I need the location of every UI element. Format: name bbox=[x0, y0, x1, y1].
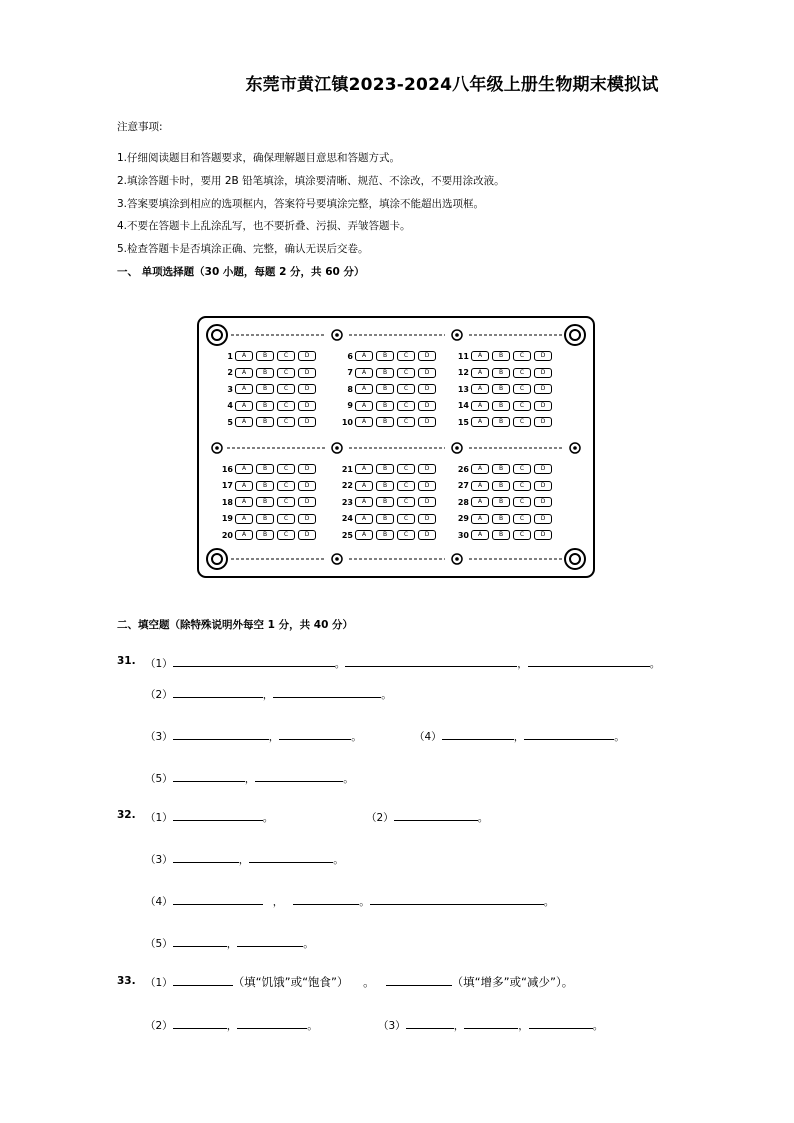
option-bubble-c[interactable]: C bbox=[397, 401, 415, 411]
option-bubble-c[interactable]: C bbox=[277, 530, 295, 540]
question-number: 29 bbox=[457, 514, 469, 523]
question-number: 19 bbox=[221, 514, 233, 523]
answer-row-28 bbox=[449, 496, 555, 508]
option-bubble-c[interactable]: C bbox=[277, 481, 295, 491]
question-number: 20 bbox=[221, 530, 233, 540]
answer-row-7 bbox=[333, 367, 439, 379]
answer-row-15 bbox=[449, 416, 555, 428]
q31-blank-3[interactable] bbox=[528, 655, 650, 667]
option-bubble-d[interactable]: D bbox=[298, 351, 316, 361]
option-bubble-a[interactable]: A bbox=[235, 384, 253, 394]
corner-marker-icon bbox=[207, 549, 227, 569]
corner-marker-icon bbox=[565, 549, 585, 569]
q32-line-3: （3） ， 。 bbox=[145, 851, 344, 867]
option-bubble-d[interactable]: D bbox=[298, 514, 316, 524]
option-bubble-d[interactable]: D bbox=[418, 464, 436, 474]
option-bubble-d[interactable]: D bbox=[418, 481, 436, 491]
q32-line-5: （5） ， 。 bbox=[145, 935, 314, 951]
q32-blank-7[interactable] bbox=[370, 893, 544, 905]
section-1-heading: 一、 单项选择题（30 小题，每题 2 分，共 60 分） bbox=[117, 266, 365, 278]
option-bubble-b[interactable]: B bbox=[256, 351, 274, 361]
answer-row-3 bbox=[213, 383, 319, 395]
answer-card bbox=[197, 316, 595, 578]
option-bubble-a[interactable]: A bbox=[355, 368, 373, 378]
question-number: 28 bbox=[457, 497, 469, 507]
q33-line-2: （2） ， 。 bbox=[145, 1017, 318, 1033]
option-bubble-a[interactable]: A bbox=[471, 384, 489, 394]
notice-item-3: 3.答案要填涂到相应的选项框内，答案符号要填涂完整，填涂不能超出选项框。 bbox=[117, 198, 485, 210]
option-bubble-d[interactable]: D bbox=[534, 497, 552, 507]
option-bubble-d[interactable]: D bbox=[534, 481, 552, 491]
q33-blank-1[interactable] bbox=[173, 974, 233, 986]
answer-row-29 bbox=[449, 513, 555, 525]
answer-row-2 bbox=[213, 367, 319, 379]
option-bubble-b[interactable]: B bbox=[256, 417, 274, 427]
option-bubble-c[interactable]: C bbox=[513, 497, 531, 507]
option-bubble-c[interactable]: C bbox=[397, 417, 415, 427]
q31-part-1-label: （1） bbox=[145, 658, 173, 670]
q33-hint-2: （填“增多”或“减少”） bbox=[451, 975, 562, 989]
question-number: 4 bbox=[227, 401, 233, 410]
question-number: 27 bbox=[457, 481, 469, 490]
corner-marker-inner-icon bbox=[570, 554, 580, 564]
q31-part-5-label: （5） bbox=[145, 773, 173, 785]
question-number: 22 bbox=[341, 481, 353, 490]
option-bubble-d[interactable]: D bbox=[534, 351, 552, 361]
option-bubble-c[interactable]: C bbox=[277, 514, 295, 524]
option-bubble-b[interactable]: B bbox=[376, 481, 394, 491]
option-bubble-a[interactable]: A bbox=[235, 530, 253, 540]
answer-row-9 bbox=[333, 400, 439, 412]
option-bubble-c[interactable]: C bbox=[397, 530, 415, 540]
question-number: 1 bbox=[227, 351, 233, 361]
question-number: 3 bbox=[227, 384, 233, 394]
option-bubble-c[interactable]: C bbox=[513, 384, 531, 394]
answer-row-17 bbox=[213, 480, 319, 492]
q31-blank-1[interactable] bbox=[173, 655, 335, 667]
q31-blank-4[interactable] bbox=[173, 686, 263, 698]
q32-blank-9[interactable] bbox=[237, 935, 303, 947]
option-bubble-a[interactable]: A bbox=[355, 497, 373, 507]
option-bubble-c[interactable]: C bbox=[277, 464, 295, 474]
q32-line-4: （4） ， 。 。 bbox=[145, 893, 554, 909]
option-bubble-d[interactable]: D bbox=[418, 497, 436, 507]
option-bubble-b[interactable]: B bbox=[256, 481, 274, 491]
answer-row-27 bbox=[449, 480, 555, 492]
question-number: 13 bbox=[457, 384, 469, 394]
q31-line-3: （3） ， 。 bbox=[145, 728, 362, 744]
option-bubble-d[interactable]: D bbox=[298, 401, 316, 411]
answer-row-4 bbox=[213, 400, 319, 412]
option-bubble-c[interactable]: C bbox=[277, 417, 295, 427]
option-bubble-a[interactable]: A bbox=[355, 530, 373, 540]
option-bubble-b[interactable]: B bbox=[492, 351, 510, 361]
question-number: 6 bbox=[347, 351, 353, 361]
option-bubble-d[interactable]: D bbox=[534, 530, 552, 540]
q32-part-2-label: （2） bbox=[366, 812, 394, 824]
q31-blank-8[interactable] bbox=[442, 728, 514, 740]
corner-marker-inner-icon bbox=[570, 330, 580, 340]
answer-row-8 bbox=[333, 383, 439, 395]
option-bubble-b[interactable]: B bbox=[256, 401, 274, 411]
question-number: 8 bbox=[347, 384, 353, 394]
option-bubble-c[interactable]: C bbox=[513, 514, 531, 524]
option-bubble-d[interactable]: D bbox=[298, 481, 316, 491]
option-bubble-b[interactable]: B bbox=[492, 401, 510, 411]
option-bubble-b[interactable]: B bbox=[376, 417, 394, 427]
answer-row-16 bbox=[213, 463, 319, 475]
q31-line-2: （2） ， 。 bbox=[145, 686, 392, 702]
q31-part-4-label: （4） bbox=[414, 731, 442, 743]
option-bubble-d[interactable]: D bbox=[534, 417, 552, 427]
option-bubble-a[interactable]: A bbox=[471, 351, 489, 361]
q33-blank-3[interactable] bbox=[173, 1017, 227, 1029]
option-bubble-d[interactable]: D bbox=[298, 417, 316, 427]
q31-blank-2[interactable] bbox=[345, 655, 517, 667]
option-bubble-a[interactable]: A bbox=[355, 464, 373, 474]
section-2-heading: 二、填空题（除特殊说明外每空 1 分，共 40 分） bbox=[117, 619, 354, 631]
option-bubble-a[interactable]: A bbox=[235, 417, 253, 427]
option-bubble-a[interactable]: A bbox=[355, 384, 373, 394]
option-bubble-b[interactable]: B bbox=[256, 384, 274, 394]
answer-row-12 bbox=[449, 367, 555, 379]
option-bubble-b[interactable]: B bbox=[256, 514, 274, 524]
option-bubble-b[interactable]: B bbox=[376, 530, 394, 540]
option-bubble-d[interactable]: D bbox=[418, 351, 436, 361]
option-bubble-c[interactable]: C bbox=[513, 351, 531, 361]
question-number: 24 bbox=[341, 514, 353, 523]
option-bubble-d[interactable]: D bbox=[534, 368, 552, 378]
q31-line-1: （1） 。 ， 。 bbox=[145, 655, 660, 671]
answer-row-19 bbox=[213, 513, 319, 525]
option-bubble-a[interactable]: A bbox=[235, 481, 253, 491]
question-number: 14 bbox=[457, 401, 469, 410]
q33-part-2-label: （2） bbox=[145, 1020, 173, 1032]
q31-blank-11[interactable] bbox=[255, 770, 343, 782]
option-bubble-b[interactable]: B bbox=[492, 497, 510, 507]
corner-marker-inner-icon bbox=[212, 554, 222, 564]
q31-blank-10[interactable] bbox=[173, 770, 245, 782]
question-number: 12 bbox=[457, 368, 469, 377]
answer-row-6 bbox=[333, 350, 439, 362]
q32-part-1-label: （1） bbox=[145, 812, 173, 824]
option-bubble-a[interactable]: A bbox=[471, 464, 489, 474]
q32-blank-5[interactable] bbox=[173, 893, 263, 905]
option-bubble-b[interactable]: B bbox=[492, 481, 510, 491]
answer-row-30 bbox=[449, 529, 555, 541]
q31-blank-6[interactable] bbox=[173, 728, 269, 740]
option-bubble-b[interactable]: B bbox=[376, 497, 394, 507]
option-bubble-b[interactable]: B bbox=[492, 514, 510, 524]
q33-hint-1: （填“饥饿”或“饱食”） bbox=[232, 975, 349, 989]
corner-marker-icon bbox=[207, 325, 227, 345]
option-bubble-c[interactable]: C bbox=[513, 464, 531, 474]
q32-part-5-label: （5） bbox=[145, 938, 173, 950]
option-bubble-b[interactable]: B bbox=[492, 530, 510, 540]
q32-part-4-label: （4） bbox=[145, 896, 173, 908]
question-number: 5 bbox=[227, 417, 233, 427]
option-bubble-a[interactable]: A bbox=[471, 368, 489, 378]
answer-row-25 bbox=[333, 529, 439, 541]
option-bubble-c[interactable]: C bbox=[513, 417, 531, 427]
option-bubble-c[interactable]: C bbox=[277, 384, 295, 394]
answer-row-21 bbox=[333, 463, 439, 475]
option-bubble-a[interactable]: A bbox=[355, 417, 373, 427]
q31-blank-9[interactable] bbox=[524, 728, 614, 740]
option-bubble-b[interactable]: B bbox=[376, 368, 394, 378]
q32-blank-3[interactable] bbox=[173, 851, 239, 863]
option-bubble-d[interactable]: D bbox=[418, 514, 436, 524]
option-bubble-a[interactable]: A bbox=[471, 401, 489, 411]
option-bubble-b[interactable]: B bbox=[376, 464, 394, 474]
option-bubble-b[interactable]: B bbox=[256, 530, 274, 540]
question-number: 25 bbox=[341, 530, 353, 540]
q32-blank-4[interactable] bbox=[249, 851, 333, 863]
question-number: 16 bbox=[221, 464, 233, 474]
notice-item-4: 4.不要在答题卡上乱涂乱写，也不要折叠、污损、弄皱答题卡。 bbox=[117, 220, 411, 232]
option-bubble-b[interactable]: B bbox=[492, 417, 510, 427]
option-bubble-b[interactable]: B bbox=[492, 384, 510, 394]
option-bubble-d[interactable]: D bbox=[418, 368, 436, 378]
option-bubble-c[interactable]: C bbox=[277, 401, 295, 411]
question-number: 10 bbox=[341, 417, 353, 427]
answer-row-1 bbox=[213, 350, 319, 362]
option-bubble-c[interactable]: C bbox=[397, 481, 415, 491]
q32-blank-8[interactable] bbox=[173, 935, 227, 947]
question-number: 9 bbox=[347, 401, 353, 410]
option-bubble-c[interactable]: C bbox=[513, 401, 531, 411]
answer-row-26 bbox=[449, 463, 555, 475]
q33-blank-6[interactable] bbox=[464, 1017, 518, 1029]
option-bubble-a[interactable]: A bbox=[471, 497, 489, 507]
q31-line-4: （4） ， 。 bbox=[414, 728, 625, 744]
q32-line-2: （2） 。 bbox=[366, 809, 488, 825]
option-bubble-d[interactable]: D bbox=[298, 497, 316, 507]
option-bubble-d[interactable]: D bbox=[298, 530, 316, 540]
option-bubble-c[interactable]: C bbox=[397, 351, 415, 361]
option-bubble-a[interactable]: A bbox=[235, 514, 253, 524]
document-title: 东莞市黄江镇2023-2024八年级上册生物期末模拟试 bbox=[245, 75, 659, 95]
option-bubble-b[interactable]: B bbox=[256, 464, 274, 474]
option-bubble-a[interactable]: A bbox=[235, 401, 253, 411]
question-number: 30 bbox=[457, 530, 469, 540]
option-bubble-b[interactable]: B bbox=[376, 514, 394, 524]
option-bubble-a[interactable]: A bbox=[355, 351, 373, 361]
notice-item-2: 2.填涂答题卡时，要用 2B 铅笔填涂，填涂要清晰、规范、不涂改，不要用涂改液。 bbox=[117, 175, 505, 187]
option-bubble-c[interactable]: C bbox=[513, 530, 531, 540]
option-bubble-c[interactable]: C bbox=[277, 368, 295, 378]
question-number: 21 bbox=[341, 464, 353, 474]
q31-line-5: （5） ， 。 bbox=[145, 770, 354, 786]
option-bubble-b[interactable]: B bbox=[376, 384, 394, 394]
answer-row-5 bbox=[213, 416, 319, 428]
notice-item-1: 1.仔细阅读题目和答题要求，确保理解题目意思和答题方式。 bbox=[117, 152, 401, 164]
question-31-number: 31. bbox=[117, 655, 136, 667]
option-bubble-d[interactable]: D bbox=[418, 417, 436, 427]
option-bubble-a[interactable]: A bbox=[355, 481, 373, 491]
option-bubble-a[interactable]: A bbox=[471, 417, 489, 427]
answer-row-11 bbox=[449, 350, 555, 362]
q33-line-3: （3） ， ， 。 bbox=[378, 1017, 603, 1033]
option-bubble-d[interactable]: D bbox=[418, 530, 436, 540]
option-bubble-c[interactable]: C bbox=[397, 464, 415, 474]
option-bubble-b[interactable]: B bbox=[376, 401, 394, 411]
q33-blank-5[interactable] bbox=[406, 1017, 454, 1029]
q31-blank-7[interactable] bbox=[279, 728, 351, 740]
option-bubble-d[interactable]: D bbox=[298, 464, 316, 474]
option-bubble-b[interactable]: B bbox=[492, 464, 510, 474]
option-bubble-c[interactable]: C bbox=[397, 368, 415, 378]
option-bubble-c[interactable]: C bbox=[277, 351, 295, 361]
option-bubble-a[interactable]: A bbox=[355, 401, 373, 411]
option-bubble-d[interactable]: D bbox=[534, 401, 552, 411]
option-bubble-b[interactable]: B bbox=[492, 368, 510, 378]
question-number: 2 bbox=[227, 368, 233, 377]
answer-row-22 bbox=[333, 480, 439, 492]
option-bubble-b[interactable]: B bbox=[256, 368, 274, 378]
option-bubble-b[interactable]: B bbox=[256, 497, 274, 507]
q33-line-1: （1） （填“饥饿”或“饱食”） 。 （填“增多”或“减少”）。 bbox=[145, 975, 574, 989]
option-bubble-c[interactable]: C bbox=[513, 481, 531, 491]
q33-part-3-label: （3） bbox=[378, 1020, 406, 1032]
question-33-number: 33. bbox=[117, 975, 136, 987]
option-bubble-c[interactable]: C bbox=[397, 384, 415, 394]
option-bubble-c[interactable]: C bbox=[513, 368, 531, 378]
question-number: 15 bbox=[457, 417, 469, 427]
q32-blank-1[interactable] bbox=[173, 809, 263, 821]
option-bubble-d[interactable]: D bbox=[534, 514, 552, 524]
question-number: 11 bbox=[457, 351, 469, 361]
answer-row-24 bbox=[333, 513, 439, 525]
answer-row-18 bbox=[213, 496, 319, 508]
option-bubble-d[interactable]: D bbox=[418, 401, 436, 411]
option-bubble-a[interactable]: A bbox=[235, 464, 253, 474]
option-bubble-d[interactable]: D bbox=[298, 384, 316, 394]
answer-row-14 bbox=[449, 400, 555, 412]
option-bubble-d[interactable]: D bbox=[534, 464, 552, 474]
corner-marker-icon bbox=[565, 325, 585, 345]
q32-blank-2[interactable] bbox=[394, 809, 478, 821]
q33-blank-7[interactable] bbox=[529, 1017, 593, 1029]
option-bubble-a[interactable]: A bbox=[235, 368, 253, 378]
question-number: 17 bbox=[221, 481, 233, 490]
q33-blank-2[interactable] bbox=[386, 974, 452, 986]
q31-part-2-label: （2） bbox=[145, 689, 173, 701]
question-number: 26 bbox=[457, 464, 469, 474]
option-bubble-a[interactable]: A bbox=[471, 530, 489, 540]
answer-row-20 bbox=[213, 529, 319, 541]
option-bubble-d[interactable]: D bbox=[534, 384, 552, 394]
option-bubble-d[interactable]: D bbox=[418, 384, 436, 394]
q32-part-3-label: （3） bbox=[145, 854, 173, 866]
option-bubble-c[interactable]: C bbox=[397, 497, 415, 507]
option-bubble-d[interactable]: D bbox=[298, 368, 316, 378]
q33-part-1-label: （1） bbox=[145, 977, 173, 989]
q32-blank-6[interactable] bbox=[293, 893, 359, 905]
notice-heading: 注意事项: bbox=[117, 121, 163, 133]
answer-row-23 bbox=[333, 496, 439, 508]
corner-marker-inner-icon bbox=[212, 330, 222, 340]
question-number: 7 bbox=[347, 368, 353, 377]
question-number: 18 bbox=[221, 497, 233, 507]
question-32-number: 32. bbox=[117, 809, 136, 821]
option-bubble-a[interactable]: A bbox=[235, 351, 253, 361]
option-bubble-b[interactable]: B bbox=[376, 351, 394, 361]
q31-blank-5[interactable] bbox=[273, 686, 381, 698]
option-bubble-c[interactable]: C bbox=[397, 514, 415, 524]
q32-line-1: （1） 。 bbox=[145, 809, 273, 825]
answer-row-10 bbox=[333, 416, 439, 428]
notice-item-5: 5.检查答题卡是否填涂正确、完整，确认无误后交卷。 bbox=[117, 243, 369, 255]
question-number: 23 bbox=[341, 497, 353, 507]
option-bubble-c[interactable]: C bbox=[277, 497, 295, 507]
option-bubble-a[interactable]: A bbox=[355, 514, 373, 524]
q31-part-3-label: （3） bbox=[145, 731, 173, 743]
q33-blank-4[interactable] bbox=[237, 1017, 307, 1029]
option-bubble-a[interactable]: A bbox=[471, 481, 489, 491]
option-bubble-a[interactable]: A bbox=[235, 497, 253, 507]
option-bubble-a[interactable]: A bbox=[471, 514, 489, 524]
answer-row-13 bbox=[449, 383, 555, 395]
